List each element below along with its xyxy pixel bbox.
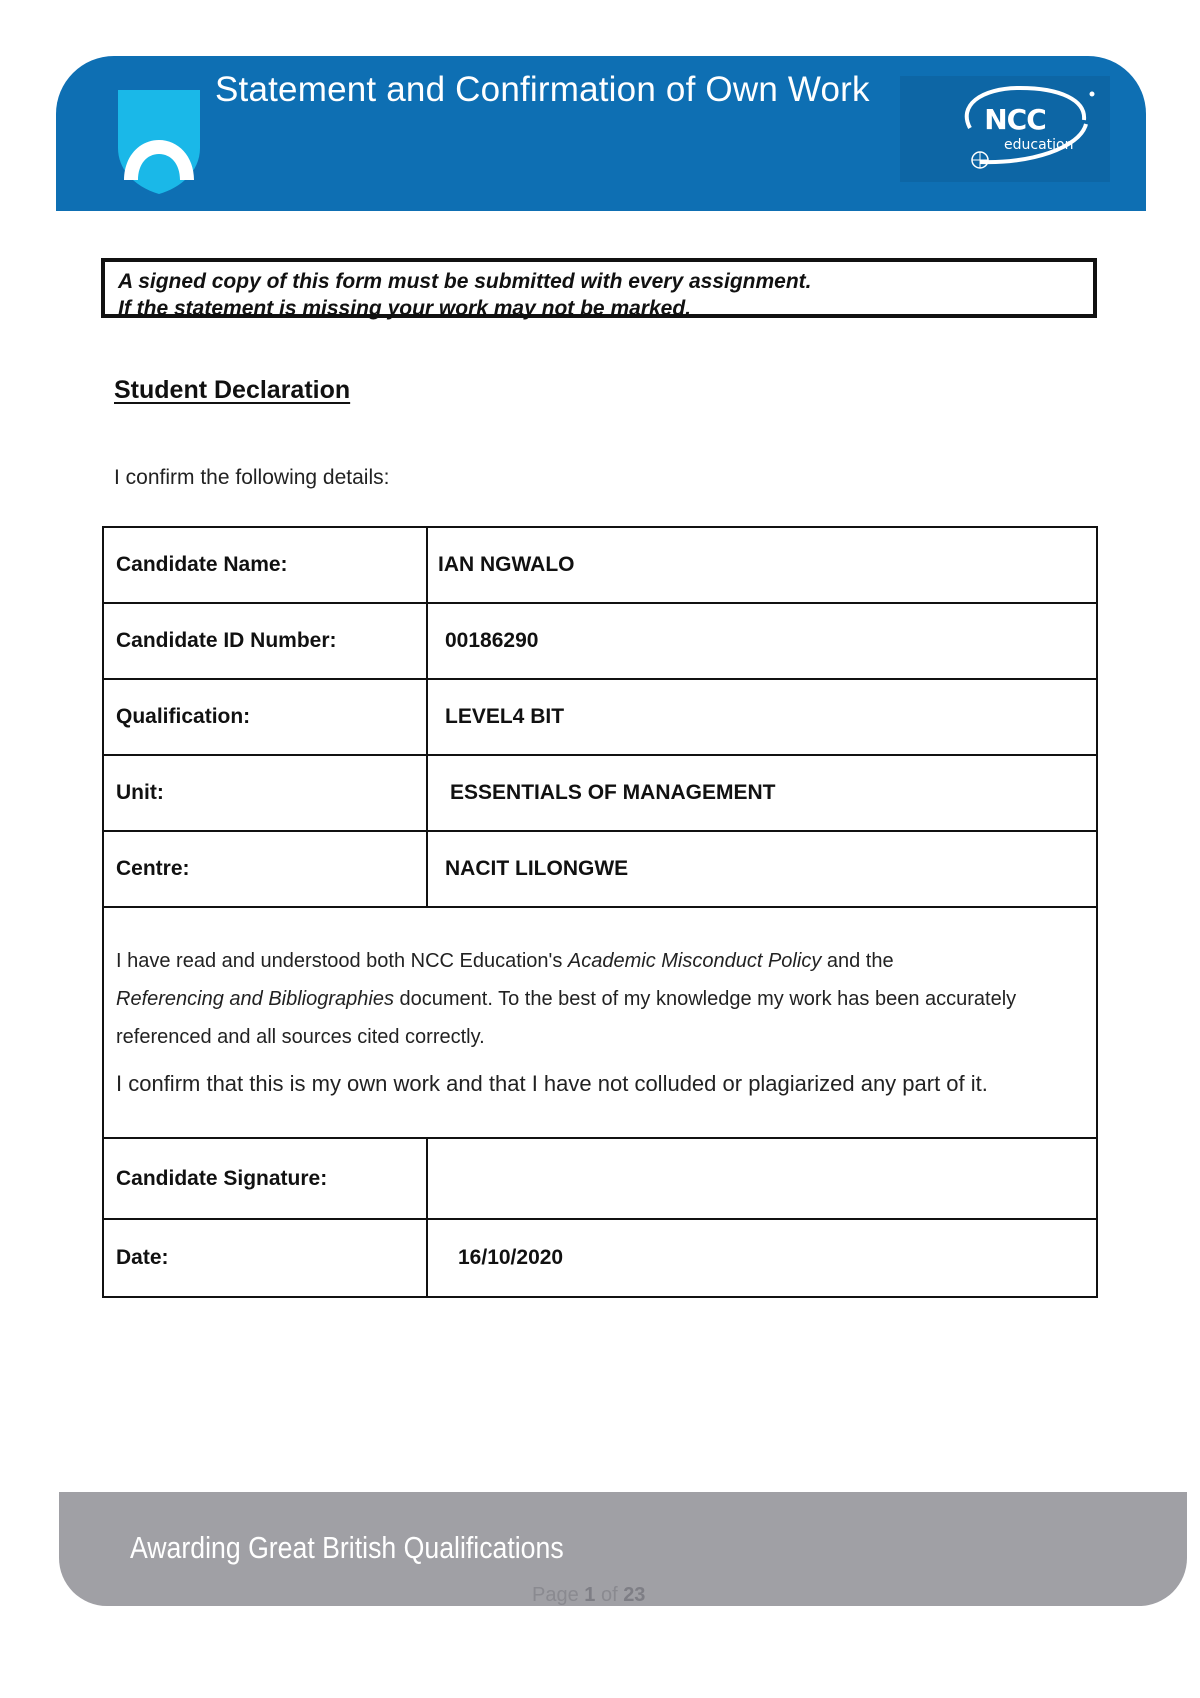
statement-text: document. To the best of my knowledge my work has been accurately referenced and all sources cited correctly. xyxy=(116,988,1017,1048)
table-row xyxy=(104,1220,1096,1296)
field-label: Unit: xyxy=(104,756,428,830)
page-number xyxy=(532,1584,645,1607)
table-row xyxy=(104,908,1096,1139)
statement-text: I have read and understood both NCC Education's xyxy=(116,950,568,972)
logo-education-text: education xyxy=(1004,137,1074,153)
table-row xyxy=(104,832,1096,908)
footer-slogan: Awarding Great British Qualifications xyxy=(130,1530,564,1565)
table-row xyxy=(104,528,1096,604)
policy-name: Academic Misconduct Policy xyxy=(567,950,822,972)
warning-box xyxy=(101,258,1097,318)
page-current: 1 xyxy=(584,1584,596,1606)
document-name: Referencing and Bibliographies xyxy=(116,988,394,1010)
unit-value: ESSENTIALS OF MANAGEMENT xyxy=(450,781,776,804)
field-label: Qualification: xyxy=(104,680,428,754)
field-label: Candidate Name: xyxy=(104,528,428,602)
own-work-confirmation: I confirm that this is my own work and that I have not colluded or plagiarized any part of it. xyxy=(116,1071,988,1096)
shield-crest-icon xyxy=(114,84,204,196)
page-total: 23 xyxy=(623,1584,646,1606)
centre-value: NACIT LILONGWE xyxy=(445,857,629,880)
intro-text: I confirm the following details: xyxy=(114,466,390,489)
logo-ncc-text: NCC xyxy=(984,103,1046,136)
ncc-education-logo xyxy=(900,76,1110,182)
section-heading: Student Declaration xyxy=(114,376,351,404)
statement-text: and the xyxy=(821,950,894,972)
declaration-statement xyxy=(104,908,1096,1137)
details-table xyxy=(102,526,1098,1298)
misconduct-statement xyxy=(116,942,1084,1056)
candidate-id-value: 00186290 xyxy=(445,629,539,652)
field-label: Centre: xyxy=(104,832,428,906)
table-row xyxy=(104,680,1096,756)
date-value: 16/10/2020 xyxy=(458,1246,564,1269)
table-row xyxy=(104,604,1096,680)
page-title: Statement and Confirmation of Own Work xyxy=(215,70,870,109)
qualification-value: LEVEL4 BIT xyxy=(445,705,565,728)
field-label: Candidate Signature: xyxy=(104,1139,428,1218)
page-prefix: Page xyxy=(532,1584,585,1606)
table-row xyxy=(104,1139,1096,1220)
page-separator: of xyxy=(595,1584,624,1606)
field-label: Candidate ID Number: xyxy=(104,604,428,678)
warning-line-1: A signed copy of this form must be submitted with every assignment. xyxy=(118,270,812,293)
field-label: Date: xyxy=(104,1220,428,1296)
candidate-name-value: IAN NGWALO xyxy=(438,553,575,576)
table-row xyxy=(104,756,1096,832)
warning-line-2: If the statement is missing your work may not be marked. xyxy=(118,297,691,320)
signature-field[interactable] xyxy=(428,1139,1096,1218)
